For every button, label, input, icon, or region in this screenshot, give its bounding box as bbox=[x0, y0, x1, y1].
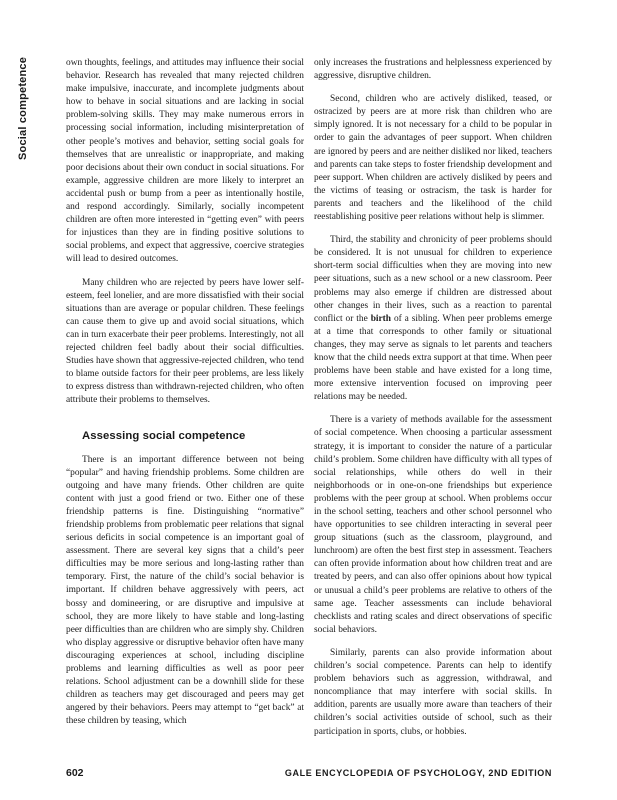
left-column bbox=[66, 57, 304, 739]
running-section-label bbox=[17, 56, 33, 160]
section-label-text: Social competence bbox=[17, 56, 29, 160]
paragraph: only increases the frustrations and helplessness experienced by aggressive, disruptive children. bbox=[314, 58, 552, 82]
paragraph bbox=[314, 234, 552, 404]
right-column bbox=[314, 57, 552, 749]
paragraph: There is a variety of methods available for the assessment of social competence. When choosing a particular assessment strategy, it is important to consider the nature of a particular child’s problem. Some children have difficulty with all types of social relationships, while others do well in their neighborhoods or in one-on-one friendships but experience problems with the peer group at school. When problems occur in the school setting, teachers and other school personnel who have opportunities to see children interacting in several peer group situations (such as the classroom, playground, and lunchroom) are often the best first step in assessment. Teachers can often provide information about how children treat and are treated by peers, and can also offer opinions about how typical or unusual a child’s peer problems are relative to others of the same age. Teacher assessments can include behavioral checklists and rating scales and direct observations of specific social behaviors. bbox=[314, 415, 552, 635]
glossary-term-link[interactable]: birth bbox=[370, 313, 392, 324]
paragraph: Second, children who are actively disliked, teased, or ostracized by peers are at more risk than children who are simply ignored. It is not necessary for a child to be popular in order to gain the advantages of peer support. When children are ignored by peers and are neither disliked nor liked, teachers and parents can take steps to foster friendship development and peer support. When children are actively disliked by peers and the victims of teasing or ostracism, the task is harder for parents and teachers and the likelihood of the child reestablishing positive peer relations without help is slimmer. bbox=[314, 94, 552, 223]
book-title: GALE ENCYCLOPEDIA OF PSYCHOLOGY, 2ND EDITION bbox=[284, 768, 552, 778]
page-footer bbox=[66, 767, 552, 781]
paragraph-text: of a sibling. When peer problems emerge at a time that corresponds to other family or situational changes, they may serve as signals to let parents and teachers know that the child needs extra support at that time. When peer problems have been stable and have existed for a long time, more extensive intervention focused on improving peer relations may be needed. bbox=[314, 313, 552, 403]
paragraph-text: Third, the stability and chronicity of peer problems should be considered. It is not unusual for children to experience short-term social difficulties when they are moving into new peer situations, such as a new school or a new classroom. Peer problems may also emerge if children are distressed about other changes in their lives, such as a reaction to parental conflict or the bbox=[314, 235, 552, 324]
paragraph: Many children who are rejected by peers have lower self-esteem, feel lonelier, and are more dissatisfied with their social situations than are average or popular children. These feelings can cause them to give up and avoid social situations, which can in turn exacerbate their peer problems. Interestingly, not all rejected children feel badly about their social difficulties. Studies have shown that aggressive-rejected children, who tend to blame outside factors for their peer problems, are less likely to express distress than withdrawn-rejected children, who often attribute their problems to themselves. bbox=[66, 277, 304, 406]
paragraph: Similarly, parents can also provide information about children’s social competence. Parents can help to identify problem behaviors such as aggression, withdrawal, and noncompliance that may interfere with social skills. In addition, parents are usually more aware than teachers of their children’s social activities outside of school, such as their participation in sports, clubs, or hobbies. bbox=[314, 647, 552, 737]
page-number: 602 bbox=[66, 767, 84, 779]
paragraph: There is an important difference between not being “popular” and having friendship problems. Some children are outgoing and have many friends. Other children are quite content with just a good friend or two. Either one of these friendship patterns is fine. Distinguishing “normative” friendship problems from problematic peer relations that signal serious deficits in social competence is an important goal of assessment. There are several key signs that a child’s peer difficulties may be more serious and long-lasting rather than temporary. First, the nature of the child’s social behavior is important. If children behave aggressively with peers, act bossy and domineering, or are disruptive and impulsive at school, they are more likely to have stable and long-lasting peer difficulties than are children who are simply shy. Children who display aggressive or disruptive behavior often have many discouraging experiences at school, including discipline problems and learning difficulties as well as poor peer relations. School adjustment can be a downhill slide for these children as teachers may get discouraged and peers may get angered by their behaviors. Peers may attempt to “get back” at these children by teasing, which bbox=[66, 454, 304, 727]
section-heading: Assessing social competence bbox=[82, 430, 246, 443]
paragraph: own thoughts, feelings, and attitudes may influence their social behavior. Research has revealed that many rejected children make impulsive, inaccurate, and incomplete judgments about how to behave in social situations and are lacking in social problem-solving skills. They may make numerous errors in processing social information, including misinterpretation of other people’s motives and behavior, setting social goals for themselves that are unrealistic or inappropriate, and making poor decisions about their own conduct in social situations. For example, aggressive children are more likely to interpret an accidental push or bump from a peer as intentionally hostile, and respond accordingly. Similarly, socially incompetent children are often more interested in “getting even” with peers for injustices than they are in finding positive solutions to social problems, and expect that aggressive, coercive strategies will lead to desired outcomes. bbox=[66, 58, 304, 265]
